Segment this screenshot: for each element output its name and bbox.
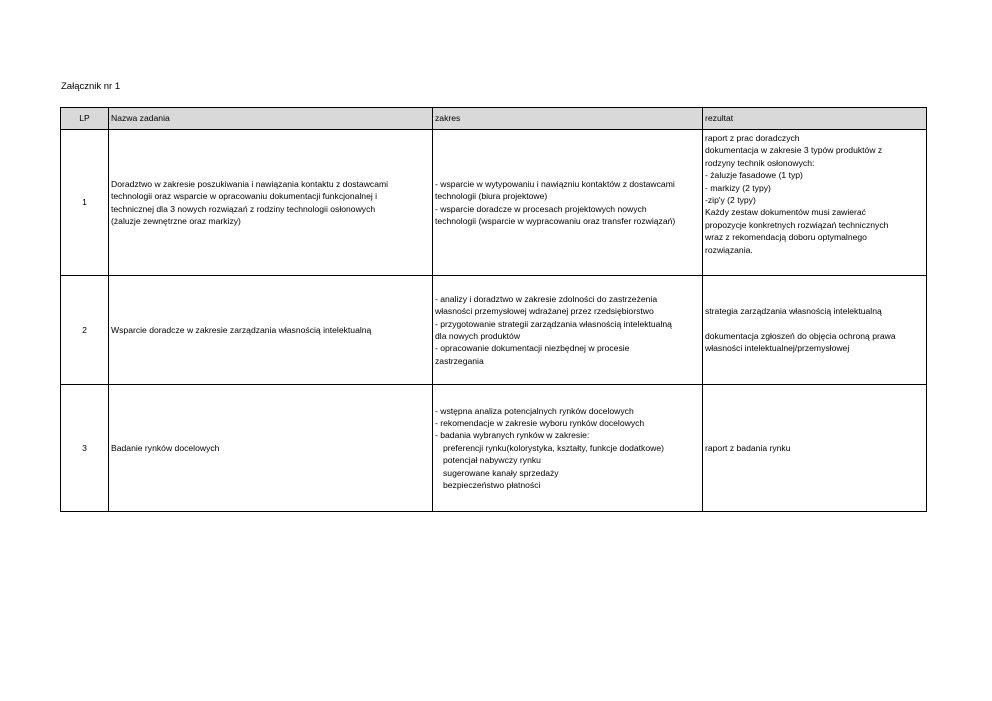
cell-result bbox=[703, 130, 927, 276]
cell-lp: 3 bbox=[61, 385, 109, 512]
cell-line: preferencji rynku(kolorystyka, kształty, funkcje dodatkowe) bbox=[443, 442, 664, 453]
table-row bbox=[61, 130, 927, 276]
cell-line: własności intelektualnej/przemysłowej bbox=[705, 343, 850, 354]
cell-line: - rekomendacje w zakresie wyboru rynków docelowych bbox=[435, 417, 645, 428]
cell-task-name bbox=[109, 276, 433, 385]
tasks-table bbox=[60, 107, 927, 512]
cell-line: - badania wybranych rynków w zakresie: bbox=[435, 430, 590, 441]
cell-line: bezpieczeństwo płatności bbox=[443, 480, 541, 491]
cell-line: - wsparcie w wytypowaniu i nawiązniu kontaktów z dostawcami bbox=[435, 178, 675, 189]
cell-result bbox=[703, 385, 927, 512]
cell-line: dla nowych produktów bbox=[435, 331, 521, 341]
header-task-name: Nazwa zadania bbox=[109, 108, 433, 130]
cell-line: Doradztwo w zakresie poszukiwania i nawiązania kontaktu z dostawcami bbox=[111, 178, 389, 189]
cell-line: potencjał nabywczy rynku bbox=[443, 455, 541, 466]
cell-line bbox=[705, 318, 924, 330]
cell-line: (żaluzje zewnętrzne oraz markizy) bbox=[111, 215, 241, 226]
cell-line: sugerowane kanały sprzedaży bbox=[443, 467, 559, 478]
cell-result bbox=[703, 276, 927, 385]
cell-line: - opracowanie dokumentacji niezbędnej w procesie bbox=[435, 343, 630, 354]
cell-line: propozycje konkretnych rozwiązań technicznych bbox=[705, 219, 889, 230]
cell-line: technologii (biura projektowe) bbox=[435, 191, 548, 202]
cell-line: technologii oraz wsparcie w opracowaniu dokumentacji funkcjonalnej i bbox=[111, 191, 378, 202]
cell-line: strategia zarządzania własnością intelektualną bbox=[705, 306, 882, 317]
cell-line: - przygotowanie strategii zarządzania własnością intelektualną bbox=[435, 318, 672, 329]
cell-line: rodzyny technik osłonowych: bbox=[705, 157, 815, 168]
cell-line: raport z badania rynku bbox=[705, 442, 791, 453]
cell-line: raport z prac doradczych bbox=[705, 133, 800, 143]
cell-lp: 2 bbox=[61, 276, 109, 385]
cell-line: - żaluzje fasadowe (1 typ) bbox=[705, 170, 803, 181]
header-lp: LP bbox=[61, 108, 109, 130]
cell-task-name bbox=[109, 130, 433, 276]
cell-line: -zip'y (2 typy) bbox=[705, 195, 756, 206]
cell-line: własności przemysłowej wdrażanej przez rzedsiębiorstwo bbox=[435, 306, 654, 317]
table-row bbox=[61, 385, 927, 512]
table-header-row bbox=[61, 108, 927, 130]
cell-scope bbox=[433, 385, 703, 512]
document-title: Załącznik nr 1 bbox=[61, 81, 121, 92]
cell-scope bbox=[433, 130, 703, 276]
cell-line: Wsparcie doradcze w zakresie zarządzania własnością intelektualną bbox=[111, 324, 372, 335]
cell-line: - wsparcie doradcze w procesach projektowych nowych bbox=[435, 203, 647, 214]
cell-line: dokumentacja zgłoszeń do objęcia ochroną prawa bbox=[705, 330, 896, 341]
cell-line: - wstępna analiza potencjalnych rynków docelowych bbox=[435, 405, 634, 416]
cell-line: wraz z rekomendacją doboru optymalnego bbox=[705, 232, 867, 243]
header-result: rezultat bbox=[703, 108, 927, 130]
cell-lp: 1 bbox=[61, 130, 109, 276]
cell-line: technologii (wsparcie w wypracowaniu oraz transfer rozwiązań) bbox=[435, 215, 676, 226]
cell-line: zastrzegania bbox=[435, 355, 484, 366]
cell-line: Badanie rynków docelowych bbox=[111, 442, 220, 453]
cell-line: - markizy (2 typy) bbox=[705, 182, 771, 193]
cell-line: rozwiązania. bbox=[705, 244, 753, 255]
header-scope: zakres bbox=[433, 108, 703, 130]
cell-line: technicznej dla 3 nowych rozwiązań z rodziny technologii osłonowych bbox=[111, 203, 376, 214]
cell-line: dokumentacja w zakresie 3 typów produktów z bbox=[705, 145, 883, 156]
cell-scope bbox=[433, 276, 703, 385]
cell-task-name bbox=[109, 385, 433, 512]
table-row bbox=[61, 276, 927, 385]
cell-line: Każdy zestaw dokumentów musi zawierać bbox=[705, 207, 866, 218]
cell-line: - analizy i doradztwo w zakresie zdolności do zastrzeżenia bbox=[435, 293, 658, 304]
